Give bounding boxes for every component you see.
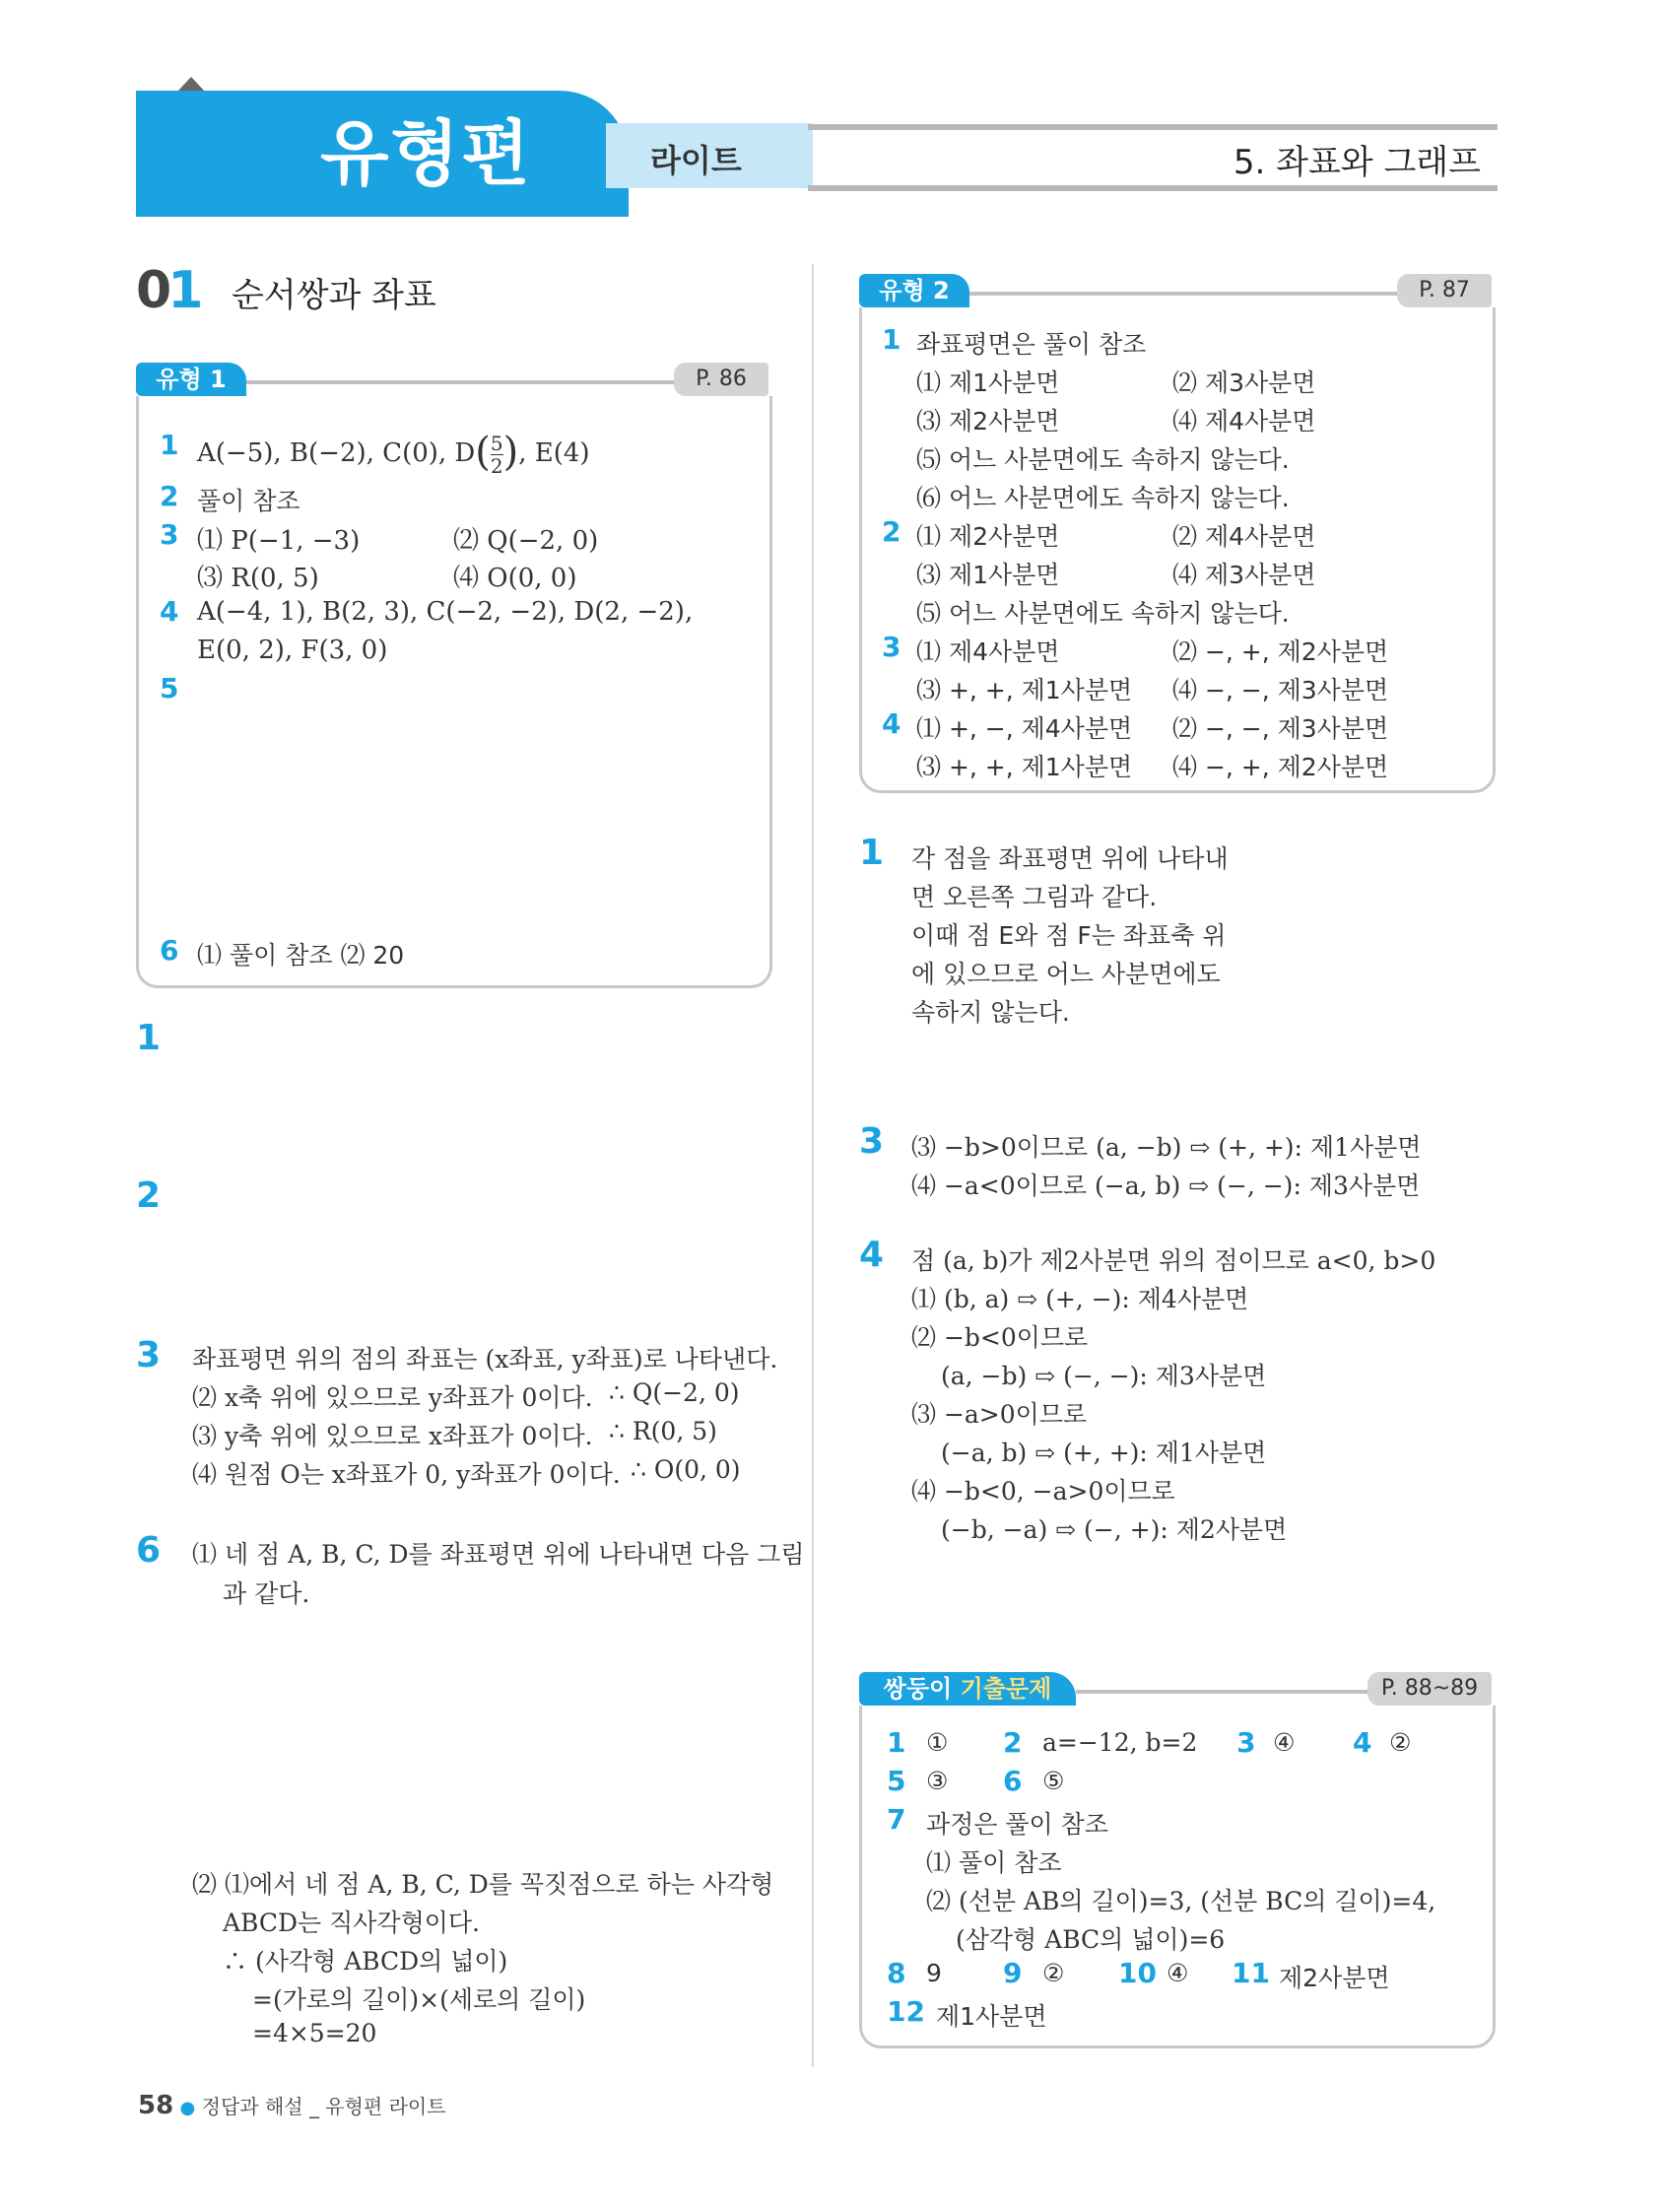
exam-r4-v3: ④ xyxy=(1167,1959,1189,1987)
ls6-line1: ⑴ 네 점 A, B, C, D를 좌표평면 위에 나타내면 다음 그림 xyxy=(192,1540,805,1569)
t2-q2-r3: ⑸ 어느 사분면에도 속하지 않는다. xyxy=(916,599,1290,628)
ls6-line2b: ABCD는 직사각형이다. xyxy=(223,1909,481,1937)
rs3-line1: ⑶ −b>0이므로 (a, −b) ⇨ (+, +): 제1사분면 xyxy=(911,1133,1422,1162)
rs1-num: 1 xyxy=(859,833,885,873)
type2-bar xyxy=(859,274,1492,307)
t2-q4-r2a: ⑶ +, +, 제1사분면 xyxy=(916,753,1133,781)
t1-q4-b: E(0, 2), F(3, 0) xyxy=(197,636,388,665)
t2-q1-r4: ⑹ 어느 사분면에도 속하지 않는다. xyxy=(916,484,1290,512)
t1-q5-num: 5 xyxy=(160,672,179,704)
exam-r1-n1: 1 xyxy=(887,1726,906,1759)
rs4-num: 4 xyxy=(859,1235,885,1275)
rs4-line4: (a, −b) ⇨ (−, −): 제3사분면 xyxy=(941,1362,1267,1390)
exam-r3-v: 과정은 풀이 참조 xyxy=(926,1810,1108,1839)
rs1-line1: 각 점을 좌표평면 위에 나타내 xyxy=(911,844,1229,873)
t2-q1-r2b: ⑷ 제4사분면 xyxy=(1172,407,1316,436)
exam-r1-v2: a=−12, b=2 xyxy=(1042,1728,1198,1757)
column-divider xyxy=(812,264,814,2067)
exam-label-a: 쌍둥이 xyxy=(883,1675,953,1703)
t2-q2-num: 2 xyxy=(882,515,901,548)
exam-page: P. 88~89 xyxy=(1368,1672,1492,1706)
ls6-graph xyxy=(365,1616,601,1852)
section-number xyxy=(136,261,199,320)
exam-r2-n2: 6 xyxy=(1003,1765,1023,1797)
exam-r3b: ⑵ (선분 AB의 길이)=3, (선분 BC의 길이)=4, xyxy=(926,1887,1436,1915)
t2-q1-r3: ⑸ 어느 사분면에도 속하지 않는다. xyxy=(916,445,1290,474)
rs1-line4: 에 있으므로 어느 사분면에도 xyxy=(911,960,1221,988)
rs4-line1: 점 (a, b)가 제2사분면 위의 점이므로 a<0, b>0 xyxy=(911,1246,1436,1275)
t2-q2-r2a: ⑶ 제1사분면 xyxy=(916,561,1060,589)
t2-q4-r2b: ⑷ −, +, 제2사분면 xyxy=(1172,753,1389,781)
type2-page: P. 87 xyxy=(1397,274,1492,307)
t2-q4-num: 4 xyxy=(882,707,901,740)
t1-q1-text: A(−5), B(−2), C(0), D xyxy=(197,438,476,468)
exam-r1-v3: ④ xyxy=(1273,1728,1296,1757)
header-title: 유형편 xyxy=(320,112,532,195)
t1-q3-d: ⑷ O(0, 0) xyxy=(453,564,577,593)
t1-q1-frac-den: 2 xyxy=(490,453,503,478)
t1-q1-answer: A(−5), B(−2), C(0), D( $\frac{5}{2}$ ), E(4) xyxy=(197,430,590,478)
t2-q3-num: 3 xyxy=(882,631,901,663)
rs4-line8: (−b, −a) ⇨ (−, +): 제2사분면 xyxy=(941,1515,1288,1544)
exam-r1-v1: ① xyxy=(926,1728,949,1757)
footer-page-number: 58 xyxy=(138,2091,174,2120)
rs1-line3: 이때 점 E와 점 F는 좌표축 위 xyxy=(911,921,1227,950)
exam-r3c: (삼각형 ABC의 넓이)=6 xyxy=(956,1925,1226,1954)
t1-q6-text: ⑴ 풀이 참조 ⑵ 20 xyxy=(197,941,405,970)
t1-q1-text2: , E(4) xyxy=(518,438,590,468)
t1-q6-num: 6 xyxy=(160,934,179,967)
ls1-num: 1 xyxy=(136,1018,162,1058)
exam-r4-v2: ② xyxy=(1042,1959,1065,1987)
exam-bar xyxy=(859,1672,1492,1706)
rs3-line2: ⑷ −a<0이므로 (−a, b) ⇨ (−, −): 제3사분면 xyxy=(911,1172,1421,1200)
t1-q2-text: 풀이 참조 xyxy=(197,487,300,515)
exam-r3a: ⑴ 풀이 참조 xyxy=(926,1848,1062,1877)
t2-q1-num: 1 xyxy=(882,323,901,356)
chapter-title: 5. 좌표와 그래프 xyxy=(1233,143,1481,182)
t1-q3-a: ⑴ P(−1, −3) xyxy=(197,526,361,556)
t2-q1-r2a: ⑶ 제2사분면 xyxy=(916,407,1060,436)
section-title: 순서쌍과 좌표 xyxy=(232,276,436,315)
exam-r1-n4: 4 xyxy=(1353,1726,1372,1759)
exam-r3-n: 7 xyxy=(887,1803,906,1836)
type1-label: 유형 1 xyxy=(136,363,246,396)
ls3-line2: ⑵ x축 위에 있으므로 y좌표가 0이다. xyxy=(192,1383,593,1412)
t2-q2-r2b: ⑷ 제3사분면 xyxy=(1172,561,1316,589)
rs4-line7: ⑷ −b<0, −a>0이므로 xyxy=(911,1477,1175,1506)
t2-q1-head: 좌표평면은 풀이 참조 xyxy=(916,330,1147,359)
type1-page: P. 86 xyxy=(674,363,768,396)
exam-label-b: 기출문제 xyxy=(952,1675,1052,1703)
ls6-line5: =4×5=20 xyxy=(252,2019,377,2047)
rs4-line2: ⑴ (b, a) ⇨ (+, −): 제4사분면 xyxy=(911,1285,1249,1313)
t2-q1-r1a: ⑴ 제1사분면 xyxy=(916,369,1060,397)
exam-r2-n1: 5 xyxy=(887,1765,906,1797)
t1-q4-num: 4 xyxy=(160,595,179,628)
rs4-line3: ⑵ −b<0이므로 xyxy=(911,1323,1089,1352)
ls3-line4: ⑷ 원점 O는 x좌표가 0, y좌표가 0이다. xyxy=(192,1460,621,1489)
exam-r1-v4: ② xyxy=(1389,1728,1412,1757)
rs1-line5: 속하지 않는다. xyxy=(911,998,1070,1027)
t2-q3-r1a: ⑴ 제4사분면 xyxy=(916,637,1060,666)
header-rule-top xyxy=(808,124,1498,130)
t1-q3-num: 3 xyxy=(160,518,179,551)
ls2-num: 2 xyxy=(136,1175,162,1216)
rs1-line2: 면 오른쪽 그림과 같다. xyxy=(911,883,1158,911)
ls3-line3-result: ∴ R(0, 5) xyxy=(609,1417,717,1445)
footer-text: 정답과 해설 _ 유형편 라이트 xyxy=(201,2095,446,2118)
exam-r1-n2: 2 xyxy=(1003,1726,1023,1759)
exam-r4-v4: 제2사분면 xyxy=(1279,1964,1390,1992)
exam-r4-n2: 9 xyxy=(1003,1957,1023,1989)
ls6-line4: =(가로의 길이)×(세로의 길이) xyxy=(252,1985,586,2014)
t2-q3-r2a: ⑶ +, +, 제1사분면 xyxy=(916,676,1133,704)
ls6-num: 6 xyxy=(136,1530,162,1571)
ls1-number-line xyxy=(187,1015,739,1123)
ls3-line4-result: ∴ O(0, 0) xyxy=(631,1455,741,1484)
t2-q4-r1a: ⑴ +, −, 제4사분면 xyxy=(916,714,1133,743)
footer xyxy=(138,2091,446,2120)
t2-q1-r1b: ⑵ 제3사분면 xyxy=(1172,369,1316,397)
type1-bar xyxy=(136,363,768,396)
t1-q3-b: ⑵ Q(−2, 0) xyxy=(453,526,599,556)
t1-q1-num: 1 xyxy=(160,429,179,461)
t1-q2-num: 2 xyxy=(160,480,179,512)
exam-r4-n4: 11 xyxy=(1232,1957,1270,1989)
exam-r1-n3: 3 xyxy=(1236,1726,1256,1759)
exam-r2-v2: ⑤ xyxy=(1042,1767,1065,1795)
t1-q5-graph xyxy=(197,672,434,908)
ls6-line1b: 과 같다. xyxy=(223,1579,310,1608)
ls6-line2: ⑵ ⑴에서 네 점 A, B, C, D를 꼭짓점으로 하는 사각형 xyxy=(192,1870,774,1899)
footer-dot-icon: ● xyxy=(179,2098,196,2118)
exam-label xyxy=(859,1672,1076,1706)
ls3-line3: ⑶ y축 위에 있으므로 x좌표가 0이다. xyxy=(192,1422,593,1450)
header-rule-bottom xyxy=(808,185,1498,191)
rs1-graph xyxy=(1253,838,1490,1074)
ls3-line2-result: ∴ Q(−2, 0) xyxy=(609,1378,740,1407)
t2-q3-r1b: ⑵ −, +, 제2사분면 xyxy=(1172,637,1389,666)
type2-label: 유형 2 xyxy=(859,274,969,307)
exam-r4-n1: 8 xyxy=(887,1957,906,1989)
exam-r2-v1: ③ xyxy=(926,1767,949,1795)
rs3-num: 3 xyxy=(859,1121,885,1162)
t2-q3-r2b: ⑷ −, −, 제3사분면 xyxy=(1172,676,1389,704)
ls3-line1: 좌표평면 위의 점의 좌표는 (x좌표, y좌표)로 나타낸다. xyxy=(192,1345,778,1374)
rs4-line6: (−a, b) ⇨ (+, +): 제1사분면 xyxy=(941,1439,1267,1467)
t2-q4-r1b: ⑵ −, −, 제3사분면 xyxy=(1172,714,1389,743)
t1-q4-a: A(−4, 1), B(2, 3), C(−2, −2), D(2, −2), xyxy=(197,597,694,627)
t1-q3-c: ⑶ R(0, 5) xyxy=(197,564,319,593)
exam-r4-n3: 10 xyxy=(1118,1957,1157,1989)
t2-q2-r1b: ⑵ 제4사분면 xyxy=(1172,522,1316,551)
header-subtitle: 라이트 xyxy=(650,142,742,179)
section-number-zero: 0 xyxy=(136,261,168,320)
exam-r5-v: 제1사분면 xyxy=(936,2002,1047,2031)
t1-q1-frac-num: 5 xyxy=(490,431,503,455)
exam-r5-n: 12 xyxy=(887,1995,925,2028)
rs4-line5: ⑶ −a>0이므로 xyxy=(911,1400,1088,1429)
ls6-line3: ∴ (사각형 ABCD의 넓이) xyxy=(223,1947,508,1976)
section-number-one: 1 xyxy=(167,261,200,320)
ls3-num: 3 xyxy=(136,1335,162,1375)
exam-r4-v1: 9 xyxy=(926,1959,942,1987)
t2-q2-r1a: ⑴ 제2사분면 xyxy=(916,522,1060,551)
ls2-number-line xyxy=(187,1174,739,1293)
